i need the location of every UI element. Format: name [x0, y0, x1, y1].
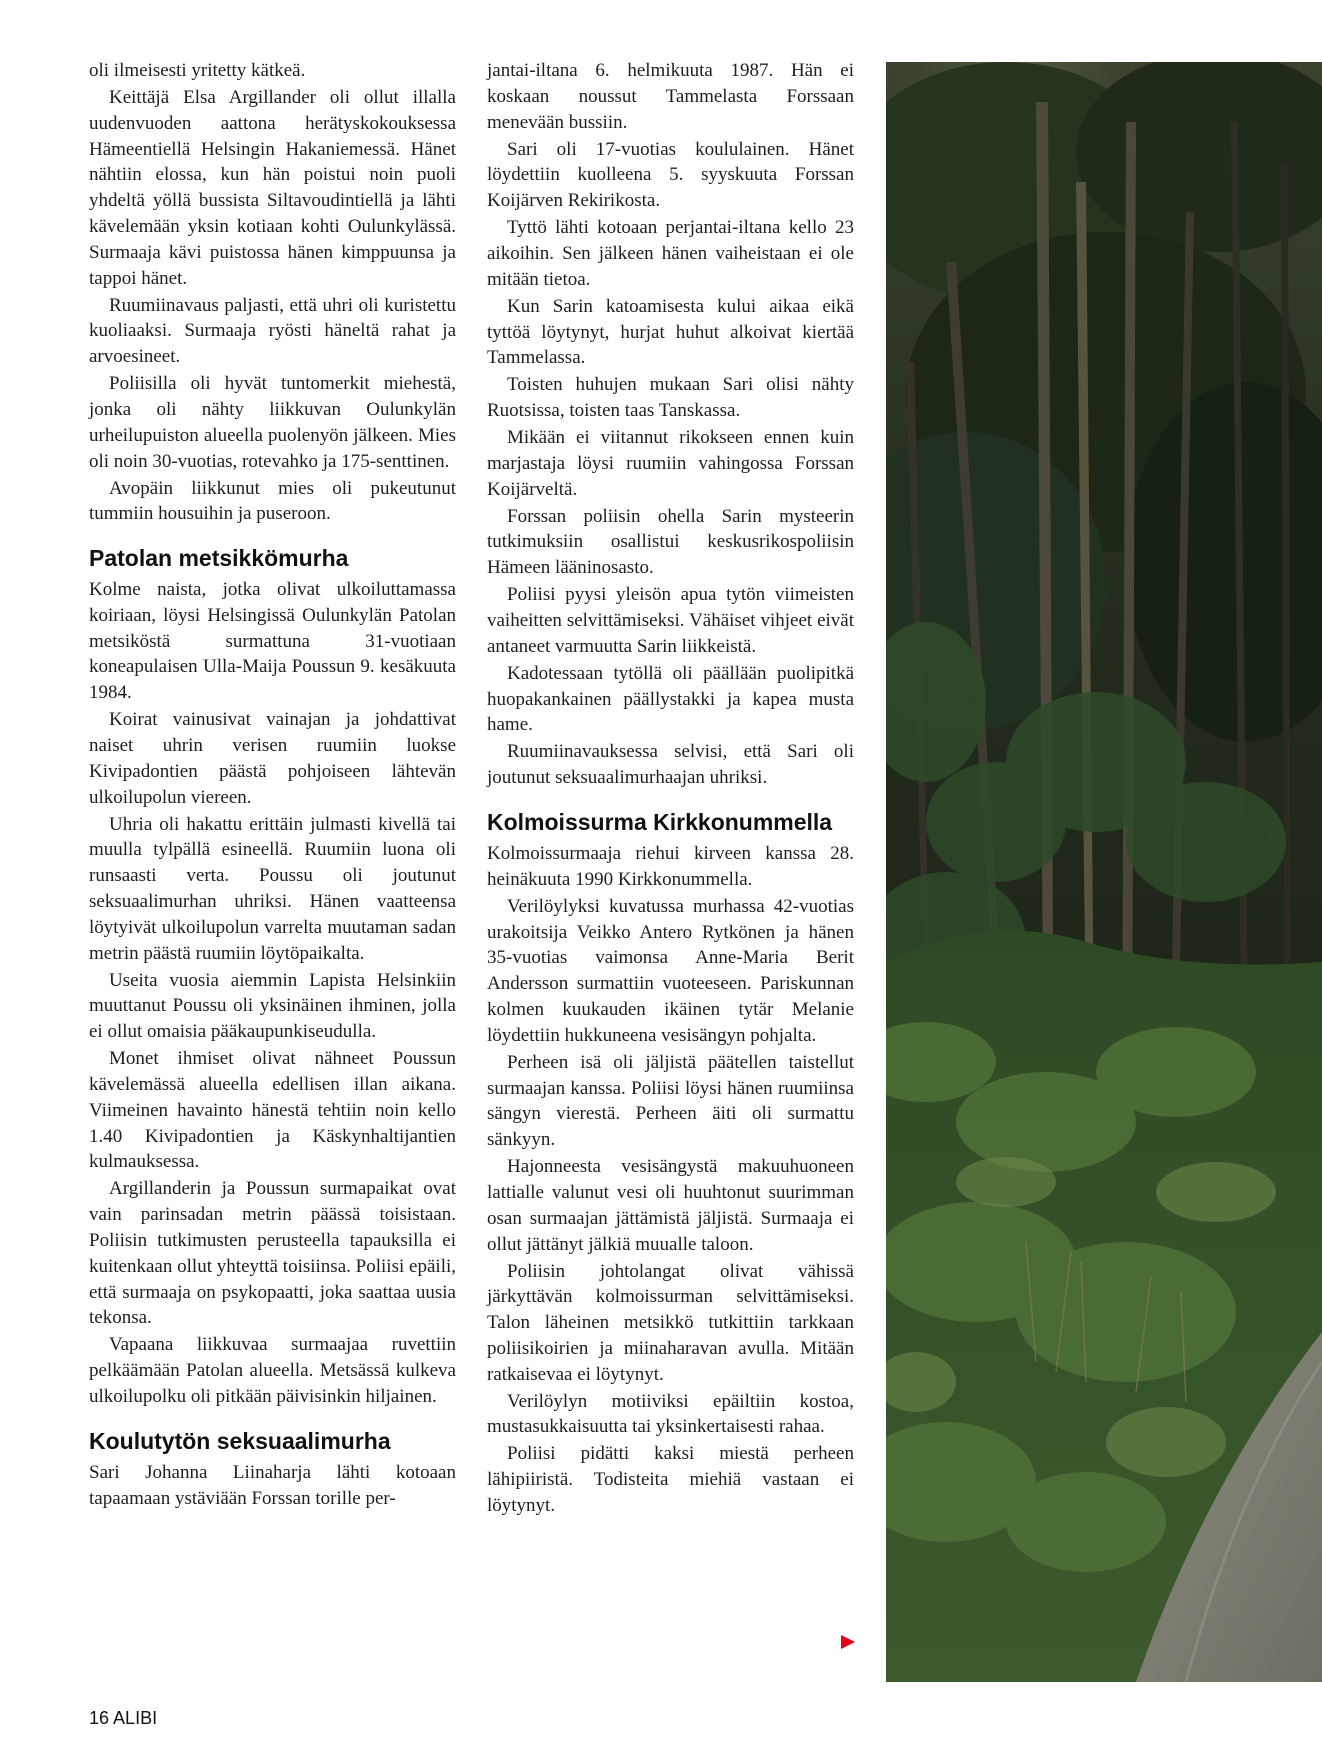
paragraph: Mikään ei viitannut rikokseen ennen kuin marjastaja löysi ruumiin vahingossa Forssan Koijärveltä. — [487, 427, 854, 500]
paragraph: jantai-iltana 6. helmikuuta 1987. Hän ei koskaan noussut Tammelasta Forssaan menevään bussiin. — [487, 60, 854, 133]
paragraph: Tyttö lähti kotoaan perjantai-iltana kello 23 aikoihin. Sen jälkeen hänen vaiheistaan ei ole mitään tietoa. — [487, 217, 854, 290]
page-footer — [89, 1708, 157, 1729]
paragraph: Keittäjä Elsa Argillander oli ollut illalla uudenvuoden aattona herätyskokouksessa Hämeentiellä Helsingin Hakaniemessä. Hänet nähtiin elossa, kun hän poistui noin puoli yhdeltä yöllä bussista Siltavoudintiellä ja lähti kävelemään yksin kotiaan kohti Oulunkylässä. Surmaaja kävi puistossa hänen kimppuunsa ja tappoi hänet. — [89, 86, 456, 289]
sari-paragraphs — [487, 58, 854, 791]
article-column-1 — [89, 58, 456, 1513]
paragraph: Poliisilla oli hyvät tuntomerkit miehestä, jonka oli nähty liikkuvan Oulunkylän urheilupuiston alueella puolenyön jälkeen. Mies oli noin 30-vuotias, rotevahko ja 175-senttinen. — [89, 373, 456, 472]
paragraph: Sari Johanna Liinaharja lähti kotoaan tapaamaan ystäviään Forssan torille per- — [89, 1461, 456, 1509]
paragraph: Uhria oli hakattu erittäin julmasti kivellä tai muulla tylpällä esineellä. Ruumiin luona oli runsaasti verta. Poussu oli joutunut seksuaalimurhan uhriksi. Hänen vaatteensa löytyivät ulkoilupolun varrelta muutaman sadan metrin päästä ruumiin löytöpaikalta. — [89, 813, 456, 964]
paragraph: Perheen isä oli jäljistä päätellen taistellut surmaajan kanssa. Poliisi löysi hänen ruumiinsa sängyn vierestä. Perheen äiti oli surmattu sänkyyn. — [487, 1051, 854, 1151]
paragraph: Argillanderin ja Poussun surmapaikat ovat vain parinsadan metrin päässä toisistaan. Poliisin tutkimusten perusteella tapauksilla ei kuitenkaan ollut yhteyttä toisiinsa. Poliisi epäili, että surmaaja on psykopaatti, joka saattaa uusia tekonsa. — [89, 1178, 456, 1329]
heading-koulutytto: Koulutytön seksuaalimurha — [89, 1427, 391, 1454]
heading-kolmoissurma: Kolmoissurma Kirkkonummella — [487, 809, 833, 835]
paragraph: Ruumiinavauksessa selvisi, että Sari oli joutunut seksuaalimurhaajan uhriksi. — [487, 741, 854, 789]
paragraph: Kun Sarin katoamisesta kului aikaa eikä tyttöä löytynyt, hurjat huhut alkoivat kiertää Tammelassa. — [487, 295, 854, 369]
paragraph: Toisten huhujen mukaan Sari olisi nähty Ruotsissa, toisten taas Tanskassa. — [487, 374, 854, 422]
paragraph: oli ilmeisesti yritetty kätkeä. — [89, 60, 306, 81]
patola-paragraphs — [89, 577, 456, 1410]
paragraph: Ruumiinavaus paljasti, että uhri oli kuristettu kuoliaaksi. Surmaaja ryösti häneltä rahat ja arvoesineet. — [89, 294, 456, 368]
paragraph: Forssan poliisin ohella Sarin mysteerin tutkimuksiin osallistui keskusrikospoliisin Hämeen lääninosasto. — [487, 505, 854, 579]
paragraph: Poliisin johtolangat olivat vähissä järkyttävän kolmoissurman selvittämiseksi. Talon läheinen metsikkö tutkittiin tarkkaan poliisikoirien ja miinaharavan avulla. Mitään ratkaisevaa ei löytynyt. — [487, 1260, 854, 1385]
paragraph: Verilöylyn motiiviksi epäiltiin kostoa, mustasukkaisuutta tai yksinkertaisesti rahaa. — [487, 1390, 854, 1438]
article-column-2 — [487, 58, 854, 1520]
paragraph: Hajonneesta vesisängystä makuuhuoneen lattialle valunut vesi oli huuhtonut suurimman osan surmaajan jättämistä jäljistä. Surmaaja ei ollut jättänyt jälkiä muualle taloon. — [487, 1156, 854, 1255]
paragraph: Useita vuosia aiemmin Lapista Helsinkiin muuttanut Poussu oli yksinäinen ihminen, jolla ei ollut omaisia pääkaupunkiseudulla. — [89, 969, 456, 1043]
paragraph: Monet ihmiset olivat nähneet Poussun kävelemässä alueella edellisen illan aikana. Viimeinen havainto hänestä tehtiin noin kello 1.40 Kivipadontien ja Käskynhaltijantien kulmauksessa. — [89, 1048, 456, 1173]
heading-patola: Patolan metsikkömurha — [89, 545, 349, 572]
paragraph: Kolme naista, jotka olivat ulkoiluttamassa koiriaan, löysi Helsingissä Oulunkylän Patolan metsiköstä surmattuna 31-vuotiaan koneapulaisen Ulla-Maija Poussun 9. kesäkuuta 1984. — [89, 579, 456, 704]
paragraph: Avopäin liikkunut mies oli pukeutunut tummiin housuihin ja puseroon. — [89, 477, 456, 525]
page-number: 16 — [89, 1708, 110, 1728]
magazine-name: ALIBI — [113, 1708, 158, 1728]
intro-paragraphs — [89, 58, 456, 527]
paragraph: Sari oli 17-vuotias koululainen. Hänet löydettiin kuolleena 5. syyskuuta Forssan Koijärven Rekirikosta. — [487, 138, 854, 212]
paragraph: Kadotessaan tytöllä oli päällään puolipitkä huopakankainen päällystakki ja kapea musta hame. — [487, 662, 854, 736]
paragraph: Poliisi pyysi yleisön apua tytön viimeisten vaiheitten selvittämiseksi. Vähäiset vihjeet eivät antaneet varmuutta Sarin liikkeistä. — [487, 584, 854, 657]
kolmoissurma-paragraphs — [487, 841, 854, 1519]
paragraph: Koirat vainusivat vainajan ja johdattivat naiset uhrin verisen ruumiin luokse Kivipadontien päästä pohjoiseen lähtevän ulkoilupolun viereen. — [89, 709, 456, 808]
paragraph: Vapaana liikkuvaa surmaajaa ruvettiin pelkäämään Patolan alueella. Metsässä kulkeva ulkoilupolku oli pitkään päivisinkin hiljainen. — [89, 1334, 456, 1407]
koulutytto-paragraphs — [89, 1460, 456, 1512]
forest-path-photo — [886, 62, 1322, 1682]
paragraph: Kolmoissurmaaja riehui kirveen kanssa 28. heinäkuuta 1990 Kirkkonummella. — [487, 843, 854, 890]
paragraph: Verilöylyksi kuvatussa murhassa 42-vuotias urakoitsija Veikko Antero Rytkönen ja hänen 35-vuotias vaimonsa Anne-Maria Berit Andersson surmattiin vuoteeseen. Pariskunnan kolmen kuukauden ikäinen tytär Melanie löydettiin hukkuneena vesisängyn pohjalta. — [487, 895, 854, 1046]
paragraph: Poliisi pidätti kaksi miestä perheen lähipiiristä. Todisteita miehiä vastaan ei löytynyt. — [487, 1443, 854, 1517]
end-triangle-icon — [841, 1635, 855, 1649]
